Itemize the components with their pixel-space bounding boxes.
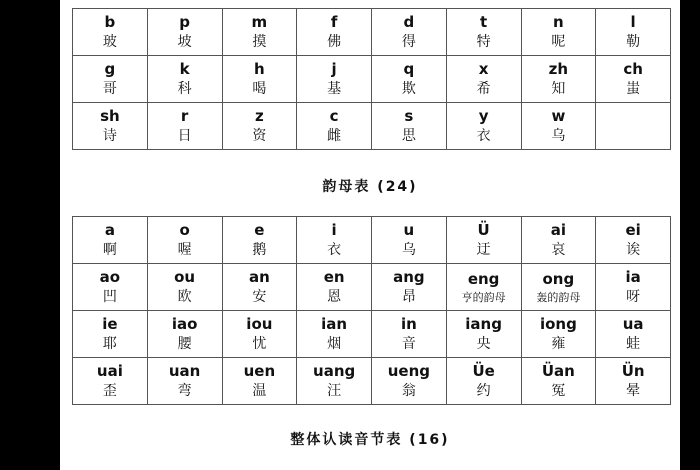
table-cell	[73, 264, 148, 311]
table-cell	[596, 9, 671, 56]
table-cell	[222, 56, 297, 103]
pinyin-letter: t	[480, 13, 488, 31]
pinyin-letter: c	[329, 107, 339, 125]
table-cell	[147, 103, 222, 150]
vowel-table-title: 韵母表 (24)	[322, 179, 418, 195]
table-cell	[73, 9, 148, 56]
example-character: 哥	[102, 81, 117, 97]
pinyin-letter: iao	[171, 315, 198, 333]
pinyin-letter: ueng	[387, 362, 431, 380]
pinyin-letter: s	[404, 107, 414, 125]
table-cell	[521, 264, 596, 311]
pinyin-letter: ch	[623, 60, 643, 78]
table-cell	[446, 217, 521, 264]
pinyin-letter: ou	[174, 268, 196, 286]
table-cell	[222, 103, 297, 150]
pinyin-letter: j	[331, 60, 337, 78]
table-row	[73, 264, 671, 311]
pinyin-letter: Ün	[621, 362, 645, 380]
example-character: 弯	[177, 383, 192, 399]
example-character: 衣	[476, 128, 491, 144]
pinyin-letter: Üan	[541, 362, 575, 380]
pinyin-letter: ia	[625, 268, 641, 286]
pinyin-letter: p	[179, 13, 190, 31]
example-character: 科	[177, 81, 192, 97]
table-cell	[372, 56, 447, 103]
example-character: 央	[476, 336, 491, 352]
example-character: 玻	[102, 34, 117, 50]
table-cell	[222, 358, 297, 405]
pinyin-letter: in	[400, 315, 417, 333]
example-character: 约	[476, 383, 491, 399]
pinyin-letter: o	[179, 221, 190, 239]
table-row	[73, 358, 671, 405]
pinyin-letter: u	[403, 221, 415, 239]
table-cell	[297, 103, 372, 150]
example-character: 诗	[102, 128, 117, 144]
example-character: 轰的韵母	[536, 290, 581, 304]
pinyin-letter: z	[255, 107, 264, 125]
pinyin-letter: iou	[246, 315, 273, 333]
table-cell	[73, 56, 148, 103]
example-character: 诶	[626, 242, 641, 258]
table-cell	[147, 9, 222, 56]
example-character: 雍	[551, 336, 566, 352]
table-row	[73, 56, 671, 103]
table-cell	[297, 358, 372, 405]
pinyin-letter: q	[403, 60, 415, 78]
pinyin-letter: an	[248, 268, 270, 286]
pinyin-letter: ai	[550, 221, 566, 239]
table-cell	[446, 264, 521, 311]
table-cell	[446, 9, 521, 56]
pinyin-letter: ian	[321, 315, 348, 333]
pinyin-letter: Üe	[472, 362, 495, 380]
example-character: 衣	[327, 242, 342, 258]
pinyin-letter: sh	[100, 107, 120, 125]
example-character: 知	[551, 81, 566, 97]
table-cell	[297, 264, 372, 311]
table-cell	[297, 217, 372, 264]
table-cell	[521, 56, 596, 103]
pinyin-letter: ong	[542, 269, 575, 288]
pinyin-letter: Ü	[477, 221, 490, 239]
example-character: 蛙	[626, 336, 641, 352]
table-cell	[297, 9, 372, 56]
example-character: 啊	[102, 242, 117, 258]
table-cell	[596, 358, 671, 405]
table-cell	[73, 103, 148, 150]
table-row	[73, 217, 671, 264]
table-cell	[147, 311, 222, 358]
table-cell	[297, 56, 372, 103]
example-character: 音	[401, 336, 416, 352]
pinyin-letter: zh	[548, 60, 569, 78]
table-cell	[521, 217, 596, 264]
table-cell	[596, 217, 671, 264]
table-cell	[596, 103, 671, 150]
example-character: 雌	[327, 128, 342, 144]
table-cell	[147, 217, 222, 264]
table-cell	[73, 358, 148, 405]
vowel-table	[72, 216, 671, 405]
example-character: 乌	[401, 242, 416, 258]
table-cell	[222, 217, 297, 264]
table-cell	[147, 56, 222, 103]
example-character: 喔	[177, 242, 192, 258]
example-character: 基	[327, 81, 342, 97]
table-cell	[521, 9, 596, 56]
pinyin-letter: d	[403, 13, 415, 31]
pinyin-letter: n	[553, 13, 564, 31]
example-character: 凹	[102, 289, 117, 305]
table-cell	[521, 103, 596, 150]
table-cell	[596, 311, 671, 358]
example-character: 思	[401, 128, 416, 144]
pinyin-letter: ao	[99, 268, 121, 286]
example-character: 蚩	[626, 81, 641, 97]
example-character: 资	[252, 128, 267, 144]
example-character: 日	[177, 128, 192, 144]
example-character: 温	[252, 383, 267, 399]
example-character: 喝	[252, 81, 267, 97]
example-character: 迂	[476, 242, 491, 258]
pinyin-letter: ua	[622, 315, 644, 333]
table-cell	[222, 264, 297, 311]
example-character: 歪	[102, 383, 117, 399]
pinyin-letter: g	[104, 60, 116, 78]
example-character: 哀	[551, 242, 566, 258]
example-character: 欧	[177, 289, 192, 305]
example-character: 汪	[327, 383, 342, 399]
example-character: 欺	[401, 81, 416, 97]
table-cell	[147, 358, 222, 405]
pinyin-letter: iang	[465, 315, 502, 333]
example-character: 冤	[551, 383, 566, 399]
table-cell	[222, 311, 297, 358]
table-cell	[372, 217, 447, 264]
pinyin-letter: a	[104, 221, 115, 239]
pinyin-letter: uai	[96, 362, 123, 380]
table-cell	[596, 264, 671, 311]
pinyin-letter: l	[630, 13, 636, 31]
pinyin-letter: x	[478, 60, 489, 78]
pinyin-letter: iong	[539, 315, 577, 333]
table-row	[73, 103, 671, 150]
pinyin-letter: ei	[625, 221, 641, 239]
pinyin-letter: r	[180, 107, 189, 125]
example-character: 乌	[551, 128, 566, 144]
pinyin-page	[60, 0, 680, 470]
example-character: 昂	[401, 289, 416, 305]
table-cell	[73, 311, 148, 358]
pinyin-letter: ie	[102, 315, 118, 333]
pinyin-letter: i	[331, 221, 337, 239]
syllable-table-title: 整体认读音节表 (16)	[290, 432, 450, 448]
example-character: 晕	[626, 383, 641, 399]
pinyin-letter: uang	[313, 362, 356, 380]
pinyin-letter: ang	[393, 268, 425, 286]
table-cell	[521, 311, 596, 358]
pinyin-letter: eng	[467, 269, 500, 288]
example-character: 佛	[327, 34, 342, 50]
example-character: 鹅	[252, 242, 267, 258]
table-cell	[446, 311, 521, 358]
pinyin-letter: uen	[243, 362, 276, 380]
example-character: 耶	[102, 336, 117, 352]
table-cell	[222, 9, 297, 56]
example-character: 呀	[626, 289, 641, 305]
table-cell	[596, 56, 671, 103]
table-cell	[446, 358, 521, 405]
example-character: 呢	[551, 34, 566, 50]
table-cell	[147, 264, 222, 311]
pinyin-letter: uan	[168, 362, 201, 380]
example-character: 翁	[401, 383, 416, 399]
example-character: 特	[476, 34, 491, 50]
pinyin-letter: b	[104, 13, 116, 31]
table-cell	[521, 358, 596, 405]
table-cell	[446, 103, 521, 150]
example-character: 坡	[177, 34, 192, 50]
pinyin-letter: m	[251, 13, 268, 31]
table-cell	[372, 103, 447, 150]
example-character: 亨的韵母	[461, 290, 506, 304]
table-cell	[73, 217, 148, 264]
example-character: 烟	[327, 336, 342, 352]
table-cell	[372, 264, 447, 311]
table-cell	[446, 56, 521, 103]
pinyin-letter: en	[323, 268, 345, 286]
pinyin-letter: e	[254, 221, 265, 239]
table-row	[73, 9, 671, 56]
table-row	[73, 311, 671, 358]
example-character: 忧	[252, 336, 267, 352]
pinyin-letter: f	[330, 13, 338, 31]
example-character: 得	[401, 34, 416, 50]
table-cell	[372, 9, 447, 56]
pinyin-letter: k	[179, 60, 190, 78]
table-cell	[372, 358, 447, 405]
pinyin-letter: w	[551, 107, 566, 125]
example-character: 希	[476, 81, 491, 97]
table-cell	[372, 311, 447, 358]
example-character: 腰	[177, 336, 192, 352]
pinyin-letter: h	[254, 60, 265, 78]
example-character: 恩	[327, 289, 342, 305]
example-character: 勒	[626, 34, 641, 50]
example-character: 摸	[252, 34, 267, 50]
consonant-table	[72, 8, 671, 150]
pinyin-letter: y	[478, 107, 489, 125]
example-character: 安	[252, 289, 267, 305]
table-cell	[297, 311, 372, 358]
